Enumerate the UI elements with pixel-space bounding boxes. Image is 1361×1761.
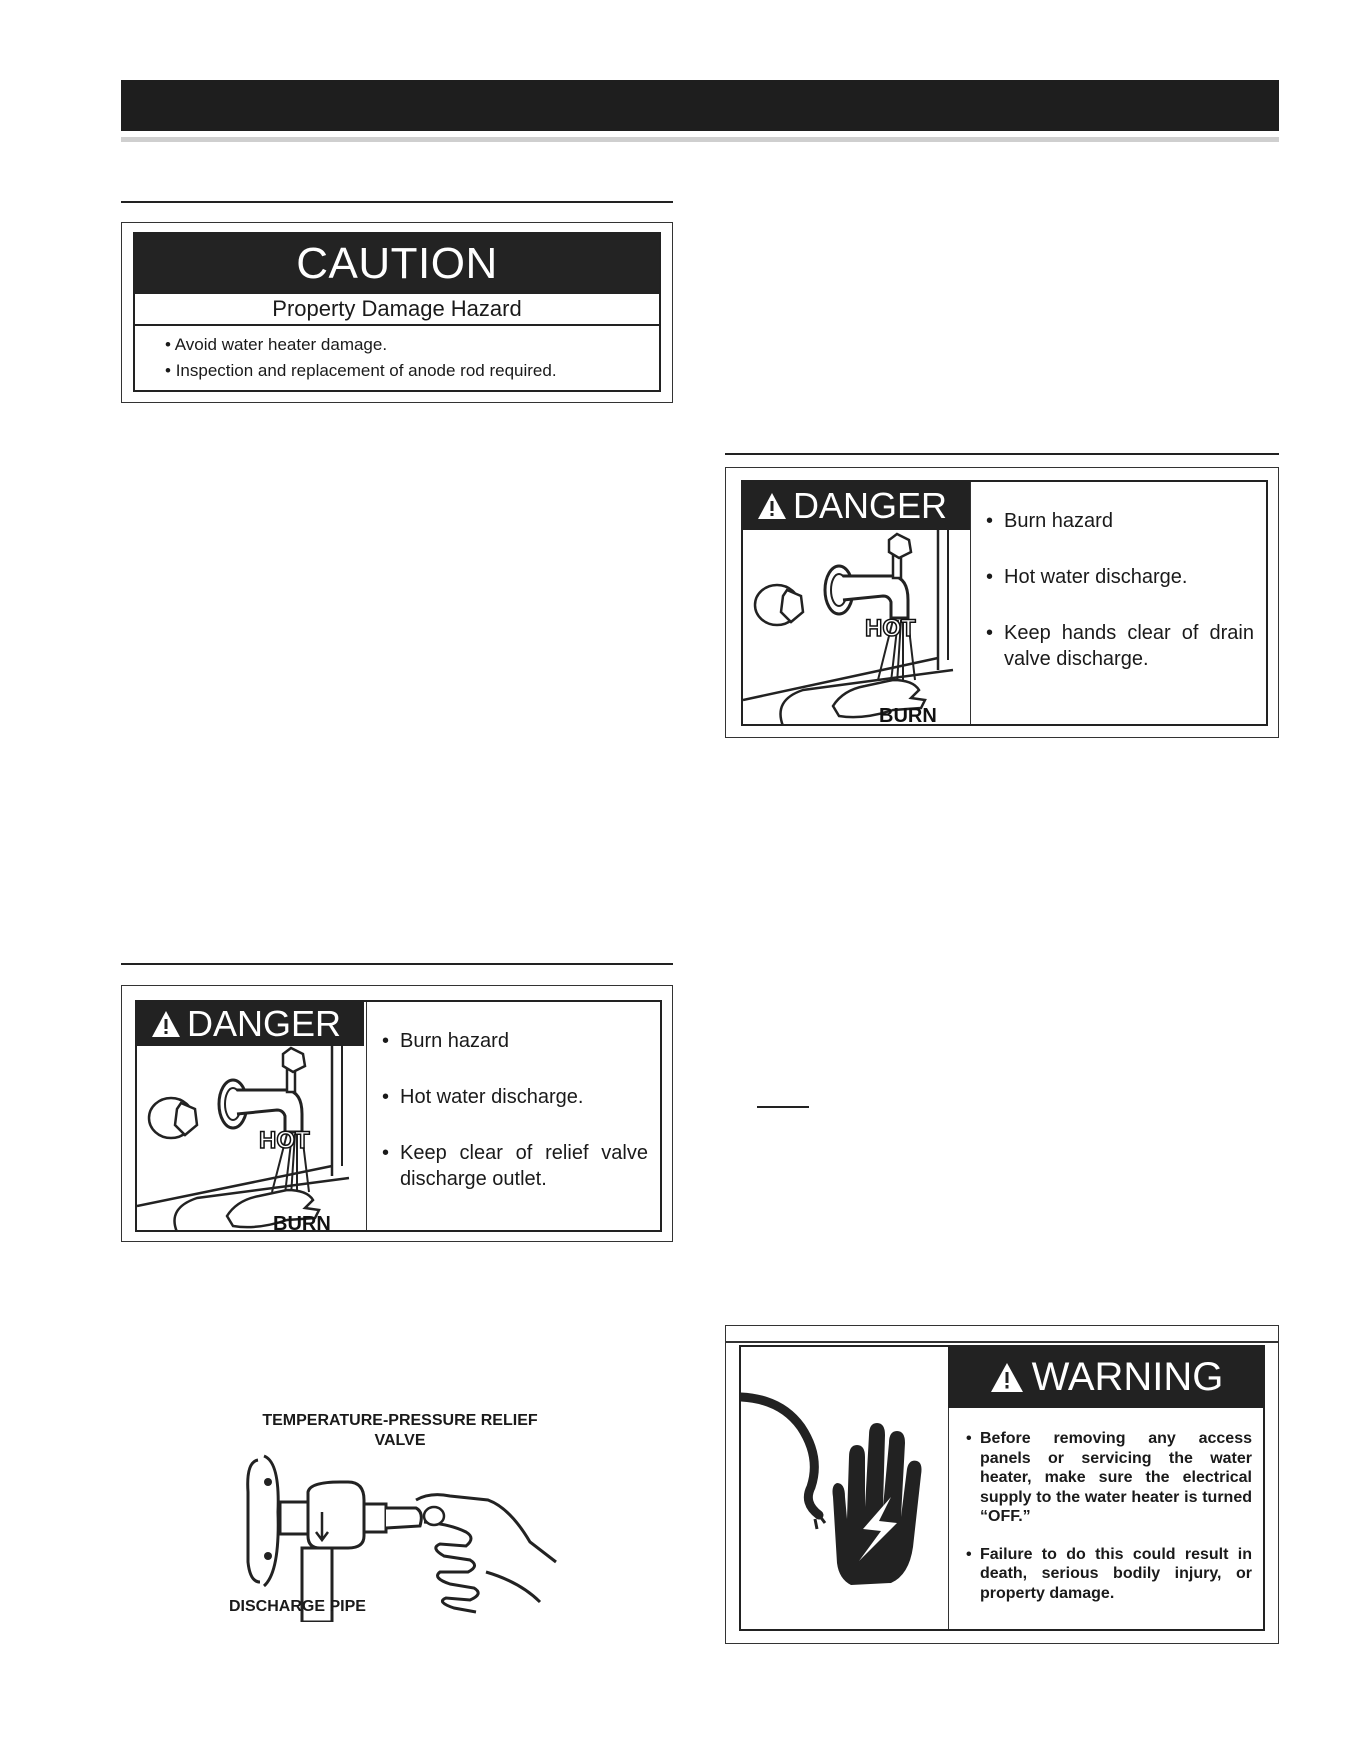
- warning-triangle-icon: [990, 1362, 1024, 1393]
- tp-relief-valve-icon: [240, 1452, 560, 1622]
- danger-illustration-panel: [137, 1002, 367, 1230]
- electric-shock-hand-icon: [741, 1347, 948, 1629]
- danger-signal-tag: [743, 482, 970, 530]
- warning-item: • Failure to do this could result in death, serious bodily injury, or property damage.: [966, 1545, 1252, 1604]
- section-divider: [725, 453, 1279, 455]
- hot-water-faucet-hand-icon: [743, 530, 970, 726]
- burn-text: BURN: [273, 1213, 331, 1232]
- danger-item: • Keep clear of relief valve discharge outlet.: [382, 1140, 648, 1192]
- warning-top-rule: [725, 1341, 1279, 1343]
- danger-label-drain-valve: [725, 467, 1279, 738]
- danger-item: • Burn hazard: [382, 1028, 648, 1054]
- burn-text: BURN: [879, 705, 937, 726]
- note-underline: [757, 1106, 809, 1108]
- warning-illustration-panel: [741, 1347, 949, 1629]
- caution-hazard-title: Property Damage Hazard: [135, 294, 659, 326]
- warning-triangle-icon: [757, 492, 787, 520]
- danger-signal-word: DANGER: [793, 485, 948, 526]
- warning-label: [725, 1325, 1279, 1644]
- header-rule: [121, 137, 1279, 142]
- caution-label: [121, 222, 673, 403]
- warning-signal-word: WARNING: [1031, 1355, 1224, 1399]
- warning-triangle-icon: [151, 1010, 181, 1038]
- section-divider: [121, 963, 673, 965]
- section-divider: [121, 201, 673, 203]
- tp-relief-valve-figure: [229, 1408, 560, 1628]
- warning-item: • Before removing any access panels or servicing the water heater, make sure the electrical supply to the water heater is turned “OFF.”: [966, 1429, 1252, 1527]
- caution-item: • Inspection and replacement of anode rod required.: [165, 358, 557, 384]
- hot-water-faucet-hand-icon: [137, 1046, 366, 1232]
- danger-label-relief-valve: [121, 985, 673, 1242]
- caution-items: [165, 332, 557, 384]
- danger-illustration-panel: [743, 482, 971, 724]
- warning-signal-tag: [948, 1347, 1265, 1408]
- caution-item: • Avoid water heater damage.: [165, 332, 557, 358]
- page-header-bar: [121, 80, 1279, 131]
- danger-signal-word: DANGER: [187, 1003, 342, 1044]
- danger-items: [382, 1028, 648, 1192]
- caution-signal-word: CAUTION: [135, 234, 659, 294]
- hot-text: HOT: [865, 615, 916, 642]
- danger-items: [986, 508, 1254, 672]
- tp-valve-label: TEMPERATURE-PRESSURE RELIEF VALVE: [262, 1412, 538, 1449]
- danger-item: • Hot water discharge.: [986, 564, 1254, 590]
- danger-signal-tag: [137, 1002, 364, 1046]
- danger-item: • Burn hazard: [986, 508, 1254, 534]
- hot-text: HOT: [259, 1127, 310, 1154]
- danger-item: • Keep hands clear of drain valve discharge.: [986, 620, 1254, 672]
- danger-item: • Hot water discharge.: [382, 1084, 648, 1110]
- discharge-pipe-label: DISCHARGE PIPE: [229, 1598, 366, 1615]
- warning-items: [966, 1429, 1252, 1603]
